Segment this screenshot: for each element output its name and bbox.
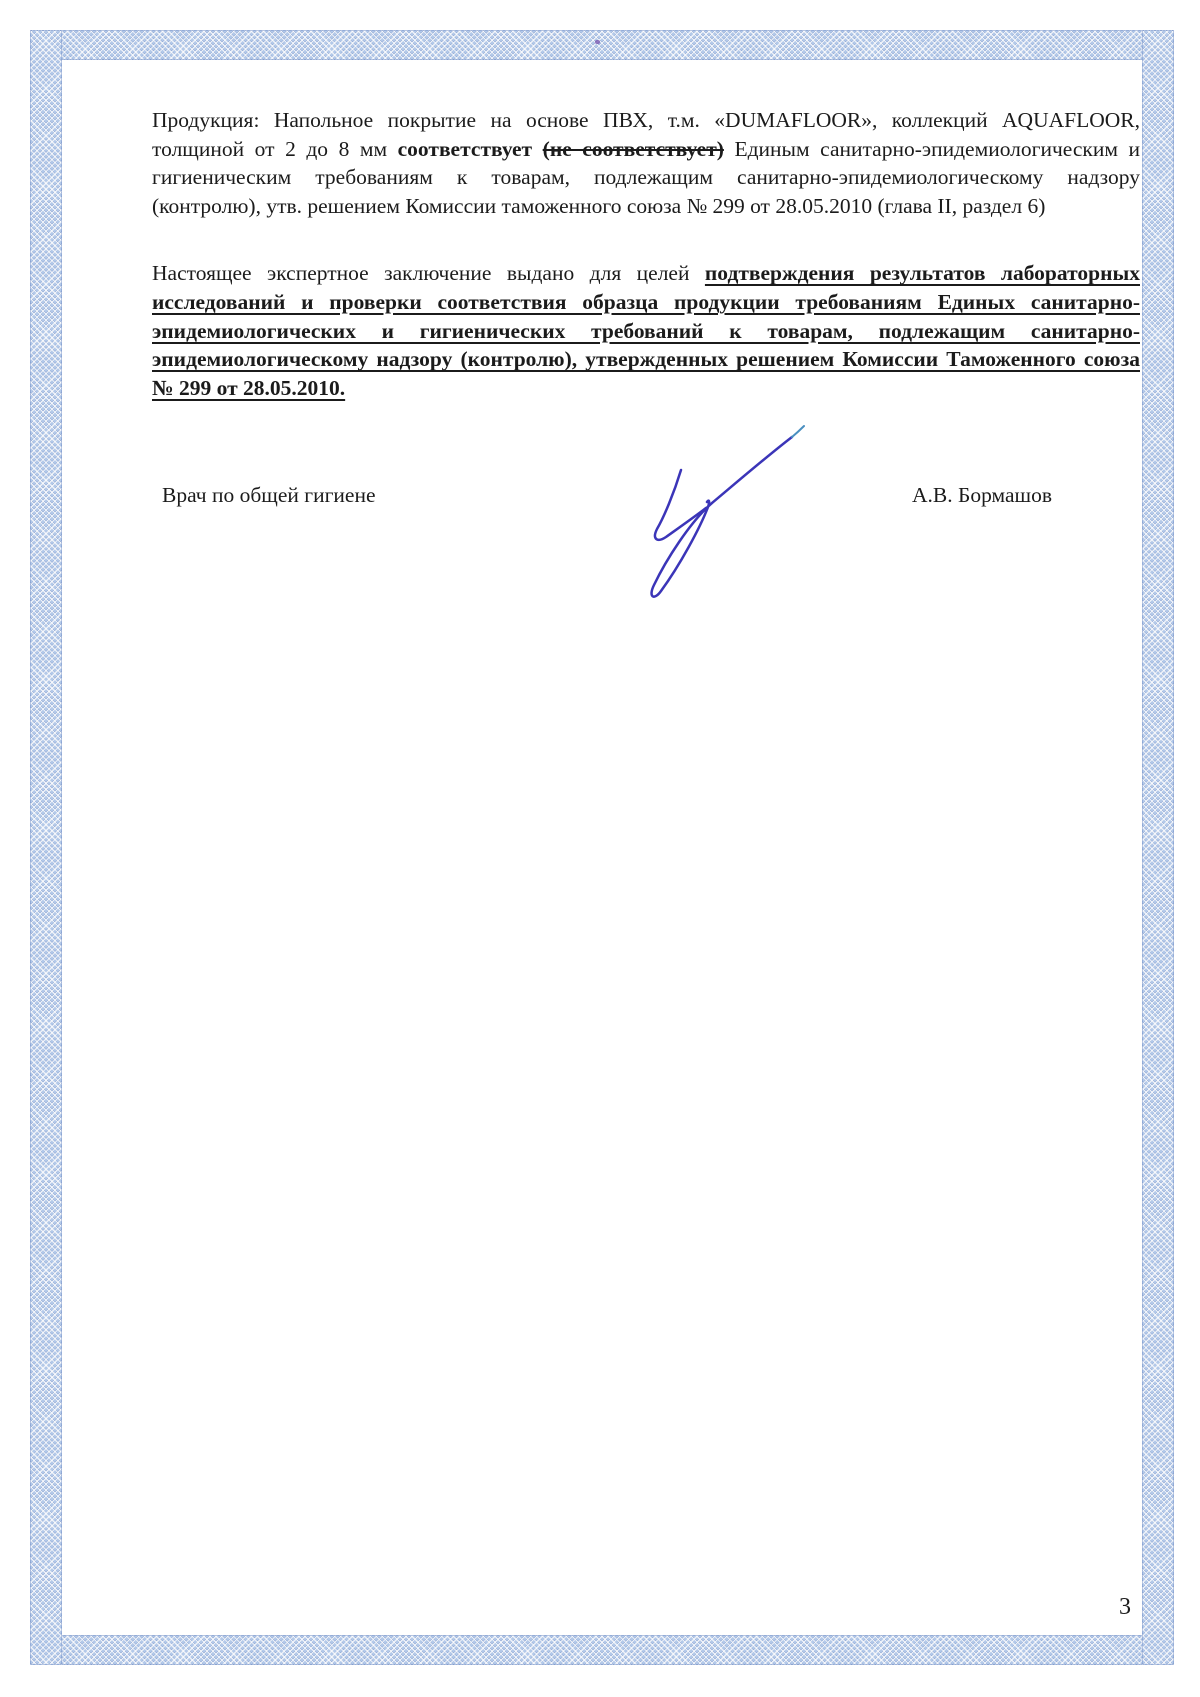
text-block [152,106,1140,402]
scan-artifact-dot [595,40,600,44]
signer-role-label: Врач по общей гигиене [162,483,376,507]
frame-border-bottom [30,1635,1174,1665]
frame-border-left [30,30,62,1665]
purpose-paragraph [152,259,1140,402]
verdict-not-conforms-struck: (не соответствует) [542,136,724,161]
frame-border-top [30,30,1174,60]
page-number: 3 [1119,1594,1131,1620]
signer-name: А.В. Бормашов [912,483,1052,507]
purpose-paragraph-prefix: Настоящее экспертное заключение выдано для целей [152,261,690,286]
purpose-paragraph-emphasis: подтверждения результатов лабораторных исследований и проверки соответствия образца продукции требованиям Единых санитарно-эпидемиологических и гигиенических требований к товарам, подлежащим санитарно-эпидемиологическому надзору (контролю), утвержденных решением Комиссии Таможенного союза № 299 от 28.05.2010. [152,261,1140,400]
handwritten-signature [585,420,805,605]
verdict-conforms: соответствует [397,136,533,161]
product-paragraph-suffix: Единым санитарно-эпидемиологическим и гигиеническим требованиям к товарам, подлежащим санитарно-эпидемиологическому надзору (контролю), утв. решением Комиссии таможенного союза № 299 от 28.05.2010 (глава II, раздел 6) [152,136,1141,218]
frame-border-right [1142,30,1174,1665]
product-conformity-paragraph [152,106,1140,220]
product-paragraph-prefix: Продукция: Напольное покрытие на основе ПВХ, т.м. «DUMAFLOOR», коллекций AQUAFLOOR, толщиной от 2 до 8 мм [152,108,1140,161]
